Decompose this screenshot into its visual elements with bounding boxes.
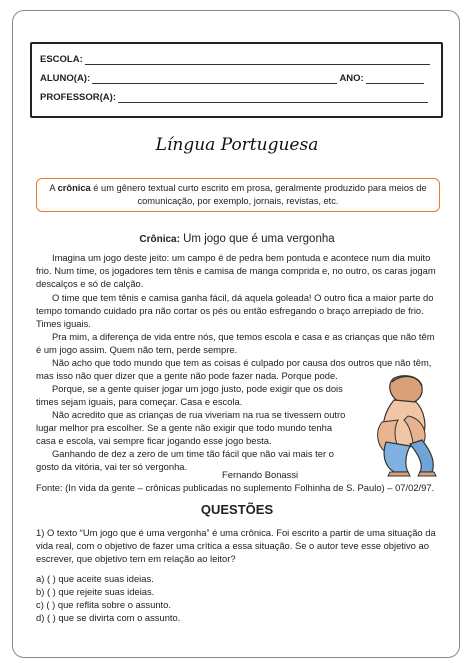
story-title — [0, 233, 474, 245]
professor-line[interactable] — [40, 92, 428, 103]
story-title-text: Um jogo que é uma vergonha — [179, 233, 335, 245]
sad-child-illustration — [364, 372, 448, 478]
story-line: Pra mim, a diferença de vida entre nós, que temos escola e casa e as crianças que não têm — [52, 331, 435, 342]
definition-line2: comunicação, por exemplo, jornais, revistas, etc. — [137, 196, 339, 206]
option-d[interactable]: d) ( ) que se divirta com o assunto. — [36, 612, 181, 623]
story-line: lugar melhor pra escolher. Se a gente não exigir que todo mundo tenha — [36, 422, 333, 433]
question1-line: 1) O texto “Um jogo que é uma vergonha” é uma crônica. Foi escrito a partir de uma situação da — [36, 527, 436, 538]
definition-line1: é um gênero textual curto escrito em prosa, geralmente produzido para meios de — [90, 183, 427, 193]
ano-label: ANO: — [339, 73, 364, 84]
story-line: casa e escola, vai sempre ficar jogando esse jogo besta. — [36, 435, 272, 446]
aluno-line[interactable] — [40, 73, 424, 84]
story-line: frio. Num time, os jogadores tem tênis e camisa de manga comprida e, no outro, os caras jogam — [36, 265, 436, 276]
story-line: mas isso não quer dizer que a gente não pode fazer nada. Porque pode. — [36, 370, 338, 381]
option-a[interactable]: a) ( ) que aceite suas ideias. — [36, 573, 154, 584]
story-line: é um jogo assim. Quem não tem, perde sempre. — [36, 344, 238, 355]
aluno-field[interactable] — [92, 74, 337, 84]
option-b[interactable]: b) ( ) que rejeite suas ideias. — [36, 586, 155, 597]
option-c[interactable]: c) ( ) que reflita sobre o assunto. — [36, 599, 171, 610]
professor-field[interactable] — [118, 93, 428, 103]
story-line: gosto da vitória, vai ter só vergonha. — [36, 461, 188, 472]
definition-box — [36, 178, 440, 212]
story-line: Não acredito que as crianças de rua viveriam na rua se tivessem outro — [52, 409, 346, 420]
story-line: tempo tomando cuidado pra não cortar os pés ou então esfregando o braço arrepiado de frio. — [36, 305, 424, 316]
story-label: Crônica: — [139, 234, 180, 245]
escola-line[interactable] — [40, 54, 430, 65]
definition-term: crônica — [57, 183, 91, 193]
questions-title: QUESTÕES — [200, 502, 274, 517]
story-line: times sejam iguais, para começar. Casa e escola. — [36, 396, 243, 407]
professor-label: PROFESSOR(A): — [40, 92, 116, 103]
aluno-label: ALUNO(A): — [40, 73, 91, 84]
ano-field[interactable] — [366, 74, 424, 84]
story-line: Ganhando de dez a zero de um time tão fácil que não vai mais ter o — [52, 448, 334, 459]
story-author: Fernando Bonassi — [222, 469, 299, 480]
story-line: Não acho que todo mundo que tem as coisas é culpado por causa dos outros que não têm, — [52, 357, 432, 368]
subject-title: Língua Portuguesa — [155, 135, 319, 155]
escola-field[interactable] — [85, 55, 430, 65]
story-source: Fonte: (In vida da gente – crônicas publicadas no suplemento Folhinha de S. Paulo) – 07/02/97. — [36, 482, 435, 493]
story-line: O time que tem tênis e camisa ganha fácil, dá aquela goleada! O outro fica a maior parte do — [52, 292, 434, 303]
story-line: Imagina um jogo deste jeito: um campo é de pedra bem pontuda e acontece num dia muito — [52, 252, 431, 263]
story-line: Times iguais. — [36, 318, 91, 329]
definition-prefix: A — [49, 183, 58, 193]
story-line: Porque, se a gente quiser jogar um jogo justo, pode exigir que os dois — [52, 383, 343, 394]
question1-line: escrever, que objetivo tem em relação ao leitor? — [36, 553, 236, 564]
story-line: descalços e só de calção. — [36, 278, 144, 289]
escola-label: ESCOLA: — [40, 54, 83, 65]
student-header-box — [30, 42, 443, 118]
question1-line: vida real, com o objetivo de fazer uma crítica a essa situação. Se o autor teve esse objetivo ao — [36, 540, 429, 551]
